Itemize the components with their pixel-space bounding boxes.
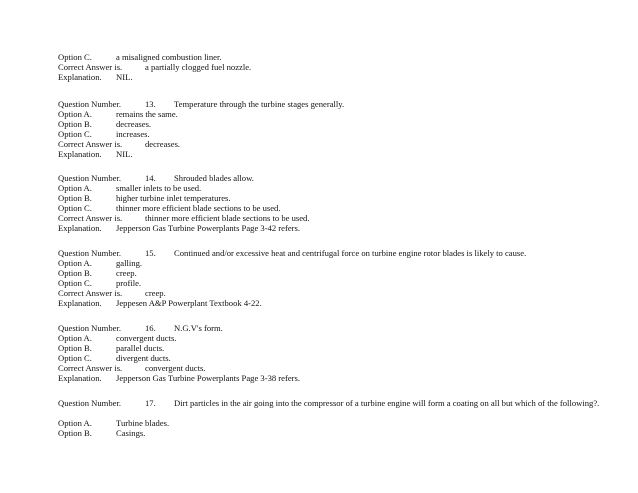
- option-text: profile.: [116, 278, 142, 288]
- option-label: Option A.: [58, 418, 92, 428]
- option-text: smaller inlets to be used.: [116, 183, 202, 193]
- option-label: Option B.: [58, 343, 92, 353]
- correct-answer-text: decreases.: [145, 139, 181, 149]
- option-label: Option A.: [58, 109, 92, 119]
- option-text: creep.: [116, 268, 137, 278]
- question-number-label: Question Number.: [58, 99, 122, 109]
- option-text: a misaligned combustion liner.: [116, 52, 222, 62]
- explanation-text: Jeppesen A&P Powerplant Textbook 4-22.: [116, 298, 262, 308]
- question-number: 14.: [145, 173, 156, 183]
- question-number-label: Question Number.: [58, 323, 122, 333]
- option-label: Option B.: [58, 119, 92, 129]
- option-label: Option B.: [58, 193, 92, 203]
- question-number: 16.: [145, 323, 156, 333]
- option-text: remains the same.: [116, 109, 178, 119]
- correct-answer-text: convergent ducts.: [145, 363, 206, 373]
- option-text: higher turbine inlet temperatures.: [116, 193, 231, 203]
- option-text: divergent ducts.: [116, 353, 171, 363]
- question-number: 13.: [145, 99, 156, 109]
- option-text: increases.: [116, 129, 150, 139]
- option-label: Option A.: [58, 258, 92, 268]
- correct-answer-text: thinner more efficient blade sections to be used.: [145, 213, 310, 223]
- correct-answer-label: Correct Answer is.: [58, 213, 123, 223]
- explanation-label: Explanation.: [58, 72, 102, 82]
- question-number-label: Question Number.: [58, 398, 122, 408]
- explanation-text: Jepperson Gas Turbine Powerplants Page 3-38 refers.: [116, 373, 301, 383]
- explanation-text: Jepperson Gas Turbine Powerplants Page 3-42 refers.: [116, 223, 301, 233]
- option-text: Turbine blades.: [116, 418, 170, 428]
- option-text: thinner more efficient blade sections to be used.: [116, 203, 281, 213]
- question-text: Dirt particles in the air going into the compressor of a turbine engine will form a coating on all but which of the following?.: [174, 398, 600, 408]
- question-number: 15.: [145, 248, 156, 258]
- option-label: Option A.: [58, 183, 92, 193]
- option-text: Casings.: [116, 428, 146, 438]
- correct-answer-text: creep.: [145, 288, 166, 298]
- option-label: Option B.: [58, 428, 92, 438]
- explanation-label: Explanation.: [58, 223, 102, 233]
- explanation-label: Explanation.: [58, 149, 102, 159]
- option-label: Option C.: [58, 203, 92, 213]
- question-text: N.G.V's form.: [174, 323, 223, 333]
- option-label: Option A.: [58, 333, 92, 343]
- option-label: Option B.: [58, 268, 92, 278]
- option-label: Option C.: [58, 129, 92, 139]
- option-text: parallel ducts.: [116, 343, 165, 353]
- option-text: galling.: [116, 258, 143, 268]
- option-text: decreases.: [116, 119, 152, 129]
- option-label: Option C.: [58, 52, 92, 62]
- correct-answer-label: Correct Answer is.: [58, 62, 123, 72]
- option-text: convergent ducts.: [116, 333, 177, 343]
- question-number-label: Question Number.: [58, 173, 122, 183]
- question-number-label: Question Number.: [58, 248, 122, 258]
- explanation-text: NIL.: [116, 149, 133, 159]
- correct-answer-label: Correct Answer is.: [58, 363, 123, 373]
- question-number: 17.: [145, 398, 156, 408]
- explanation-text: NIL.: [116, 72, 133, 82]
- correct-answer-label: Correct Answer is.: [58, 288, 123, 298]
- question-text: Continued and/or excessive heat and centrifugal force on turbine engine rotor blades is likely to cause.: [174, 248, 527, 258]
- question-text: Temperature through the turbine stages generally.: [174, 99, 345, 109]
- explanation-label: Explanation.: [58, 373, 102, 383]
- option-label: Option C.: [58, 278, 92, 288]
- correct-answer-label: Correct Answer is.: [58, 139, 123, 149]
- correct-answer-text: a partially clogged fuel nozzle.: [145, 62, 252, 72]
- question-text: Shrouded blades allow.: [174, 173, 254, 183]
- option-label: Option C.: [58, 353, 92, 363]
- explanation-label: Explanation.: [58, 298, 102, 308]
